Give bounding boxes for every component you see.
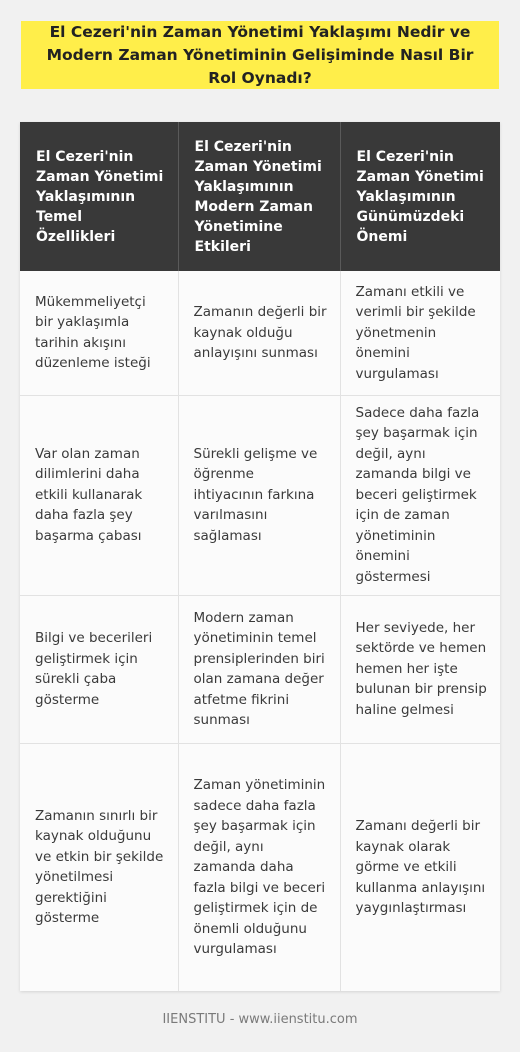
page-title: El Cezeri'nin Zaman Yönetimi Yaklaşımı Nedir ve Modern Zaman Yönetiminin Gelişiminde Nasıl Bir Rol Oynadı? (46, 22, 474, 87)
table-cell: Zamanın değerli bir kaynak olduğu anlayışını sunması (178, 271, 340, 395)
table-cell: Var olan zaman dilimlerini daha etkili kullanarak daha fazla şey başarma çabası (20, 395, 178, 595)
comparison-table (20, 122, 500, 991)
table-cell: Zamanın sınırlı bir kaynak olduğunu ve etkin bir şekilde yönetilmesi gerektiğini gösterme (20, 743, 178, 991)
table-row (20, 595, 500, 743)
table-cell: Bilgi ve becerileri geliştirmek için sürekli çaba gösterme (20, 595, 178, 743)
table-cell: Zaman yönetiminin sadece daha fazla şey başarmak için değil, aynı zamanda daha fazla bilgi ve beceri geliştirmek için de önemli olduğunu vurgulaması (178, 743, 340, 991)
column-header-effects: El Cezeri'nin Zaman Yönetimi Yaklaşımının Modern Zaman Yönetimine Etkileri (178, 122, 340, 271)
table-cell: Zamanı etkili ve verimli bir şekilde yönetmenin önemini vurgulaması (340, 271, 500, 395)
column-header-features: El Cezeri'nin Zaman Yönetimi Yaklaşımının Temel Özellikleri (20, 122, 178, 271)
table-row (20, 395, 500, 595)
table-cell: Mükemmeliyetçi bir yaklaşımla tarihin akışını düzenleme isteği (20, 271, 178, 395)
header-row (20, 122, 500, 271)
column-header-importance: El Cezeri'nin Zaman Yönetimi Yaklaşımının Günümüzdeki Önemi (340, 122, 500, 271)
table-cell: Zamanı değerli bir kaynak olarak görme ve etkili kullanma anlayışını yaygınlaştırması (355, 818, 486, 916)
table-row (20, 743, 500, 991)
table-cell: Her seviyede, her sektörde ve hemen hemen her işte bulunan bir prensip haline gelmesi (340, 595, 500, 743)
table-cell: Sadece daha fazla şey başarmak için değil, aynı zamanda bilgi ve beceri geliştirmek için de zaman yönetiminin önemini göstermesi (340, 395, 500, 595)
footer-credit: IIENSTITU - www.iienstitu.com (162, 1012, 358, 1027)
table-row (20, 271, 500, 395)
title-banner (21, 21, 499, 89)
table-cell: Sürekli gelişme ve öğrenme ihtiyacının farkına varılmasını sağlaması (178, 395, 340, 595)
table-header (20, 122, 500, 271)
table-body (20, 271, 500, 991)
comparison-table-card (20, 122, 500, 991)
table-cell: Modern zaman yönetiminin temel prensiplerinden biri olan zamana değer atfetme fikrini sunması (178, 595, 340, 743)
